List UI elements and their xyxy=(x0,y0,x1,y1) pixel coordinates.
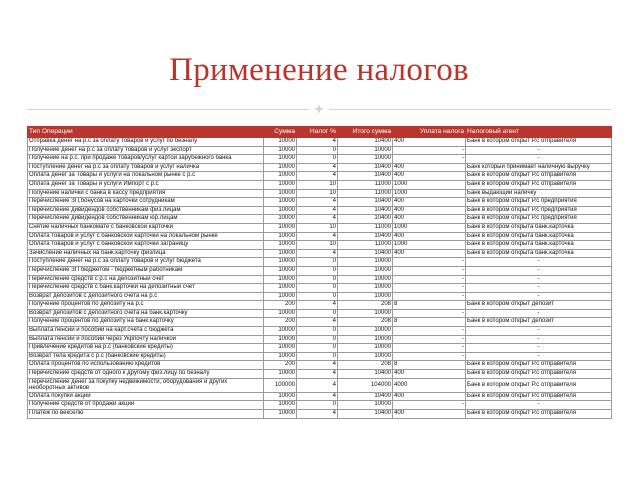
cell-total-amount: 10000 xyxy=(338,309,393,318)
table-row xyxy=(28,352,612,361)
cell-total-amount: 10000 xyxy=(338,292,393,301)
cell-tax-agent: Банк в котором открыта банк.карточка xyxy=(466,249,612,258)
cell-total-amount: 11000 xyxy=(338,241,393,250)
cell-operation-type: Возврат депозитов с депозитного счета на банк.карточку xyxy=(28,309,264,318)
cell-tax-payment: 8 xyxy=(393,361,466,370)
cell-total-amount: 208 xyxy=(338,301,393,310)
table-row xyxy=(28,206,612,215)
cell-total-amount: 104000 xyxy=(338,378,393,392)
cell-operation-type: Возврат депозитов с депозитного счета на р.с xyxy=(28,292,264,301)
cell-tax-percent: 4 xyxy=(297,318,338,327)
cell-tax-payment: - xyxy=(393,352,466,361)
cell-operation-type: Оплата денег за Товары и услуги на локальном рынке с р.с xyxy=(28,172,264,181)
cell-tax-payment: - xyxy=(393,146,466,155)
cell-amount: 10000 xyxy=(264,180,297,189)
cell-tax-payment: 400 xyxy=(393,249,466,258)
cell-tax-percent: 4 xyxy=(297,361,338,370)
cell-tax-agent: - xyxy=(466,309,612,318)
cell-tax-percent: 4 xyxy=(297,249,338,258)
cell-tax-agent: Банк в котором открыт Р.с отправителя xyxy=(466,410,612,419)
table-row xyxy=(28,172,612,181)
table-row xyxy=(28,309,612,318)
cell-amount: 100000 xyxy=(264,378,297,392)
table-row xyxy=(28,138,612,147)
cell-tax-percent: 4 xyxy=(297,232,338,241)
cell-tax-agent: Банк в котором открыт Р.с отправителя xyxy=(466,138,612,147)
cell-tax-percent: 4 xyxy=(297,370,338,379)
cell-tax-agent: Банк в котором открыт депозит xyxy=(466,301,612,310)
cell-tax-agent: Банк в котором открыт Р.с отправителя xyxy=(466,392,612,401)
cell-tax-payment: 400 xyxy=(393,215,466,224)
cell-operation-type: Оплата товаров и услуг с банковской карточки на локальном рынке xyxy=(28,232,264,241)
cell-tax-payment: 400 xyxy=(393,198,466,207)
cell-amount: 10000 xyxy=(264,309,297,318)
cell-tax-percent: 4 xyxy=(297,392,338,401)
cell-tax-percent: 4 xyxy=(297,410,338,419)
cell-tax-payment: 400 xyxy=(393,206,466,215)
cell-tax-agent: Банк в котором открыта банк.карточка xyxy=(466,241,612,250)
cell-tax-payment: 400 xyxy=(393,163,466,172)
cell-amount: 200 xyxy=(264,301,297,310)
cell-operation-type: Выплата пенсий и пособий через Укрпочту наличкой xyxy=(28,335,264,344)
page-title: Применение налогов xyxy=(169,52,469,88)
table-row xyxy=(28,292,612,301)
header-operation-type: Тип Операции xyxy=(28,127,264,138)
cell-total-amount: 10400 xyxy=(338,138,393,147)
cell-operation-type: Получение процентов по депозиту на р.с xyxy=(28,301,264,310)
cell-total-amount: 10000 xyxy=(338,401,393,410)
cell-operation-type: Оплата товаров и услуг с банковской карточки заграницу xyxy=(28,241,264,250)
table-row xyxy=(28,249,612,258)
cell-tax-payment: 400 xyxy=(393,410,466,419)
cell-amount: 10000 xyxy=(264,172,297,181)
cell-tax-payment: - xyxy=(393,327,466,336)
cell-tax-payment: - xyxy=(393,258,466,267)
cell-tax-payment: - xyxy=(393,155,466,164)
cell-tax-payment: - xyxy=(393,335,466,344)
cell-tax-percent: 0 xyxy=(297,327,338,336)
cell-operation-type: Снятие наличных банкомате с банковской карточки xyxy=(28,223,264,232)
cell-operation-type: Перечисление денег за покупку недвижимости, оборудования и других необоротных активов xyxy=(28,378,264,392)
cell-tax-agent: - xyxy=(466,258,612,267)
cell-total-amount: 11000 xyxy=(338,223,393,232)
header-amount: Сумма xyxy=(264,127,297,138)
cell-amount: 10000 xyxy=(264,401,297,410)
cell-total-amount: 11000 xyxy=(338,189,393,198)
table-row xyxy=(28,189,612,198)
cell-total-amount: 10400 xyxy=(338,370,393,379)
table-row xyxy=(28,198,612,207)
cell-operation-type: Перечисление ЗП бюджетом - бюджетным работникам xyxy=(28,266,264,275)
cell-tax-agent: Банк в котором открыт Р.с отправителя xyxy=(466,370,612,379)
cell-tax-payment: - xyxy=(393,344,466,353)
cell-tax-percent: 4 xyxy=(297,215,338,224)
cell-total-amount: 10400 xyxy=(338,172,393,181)
cell-amount: 10000 xyxy=(264,215,297,224)
cell-tax-agent: - xyxy=(466,292,612,301)
cell-total-amount: 10400 xyxy=(338,198,393,207)
cell-operation-type: Получение процентов по депозиту на банк.карточку xyxy=(28,318,264,327)
cell-amount: 10000 xyxy=(264,163,297,172)
cell-amount: 10000 xyxy=(264,410,297,419)
cell-amount: 10000 xyxy=(264,189,297,198)
cell-amount: 10000 xyxy=(264,266,297,275)
table-row xyxy=(28,318,612,327)
table-row xyxy=(28,163,612,172)
cell-tax-agent: Банк в котором открыт Р.с предприятия xyxy=(466,215,612,224)
cell-operation-type: Перечисление дивидендов собственникам юр.лицам xyxy=(28,215,264,224)
table-row xyxy=(28,327,612,336)
cell-tax-agent: - xyxy=(466,327,612,336)
cell-total-amount: 208 xyxy=(338,318,393,327)
cell-total-amount: 10000 xyxy=(338,146,393,155)
cell-operation-type: Получение средств от продажи акций xyxy=(28,401,264,410)
cell-tax-percent: 10 xyxy=(297,223,338,232)
cell-amount: 10000 xyxy=(264,352,297,361)
cell-total-amount: 11000 xyxy=(338,180,393,189)
cell-total-amount: 10400 xyxy=(338,249,393,258)
cell-tax-payment: 400 xyxy=(393,172,466,181)
cell-tax-agent: - xyxy=(466,155,612,164)
cell-amount: 10000 xyxy=(264,258,297,267)
cell-tax-percent: 4 xyxy=(297,172,338,181)
cell-operation-type: Выплата пенсий и пособий на карт.счета с бюджета xyxy=(28,327,264,336)
cell-tax-payment: - xyxy=(393,309,466,318)
cell-total-amount: 10400 xyxy=(338,410,393,419)
table-row xyxy=(28,392,612,401)
cell-total-amount: 10000 xyxy=(338,266,393,275)
cell-tax-payment: 1000 xyxy=(393,180,466,189)
table-row xyxy=(28,401,612,410)
cell-total-amount: 10400 xyxy=(338,206,393,215)
cell-total-amount: 10400 xyxy=(338,392,393,401)
table-row xyxy=(28,241,612,250)
cell-amount: 10000 xyxy=(264,198,297,207)
cell-total-amount: 10000 xyxy=(338,155,393,164)
cell-tax-percent: 0 xyxy=(297,258,338,267)
table-header-row xyxy=(28,127,612,138)
cell-tax-percent: 4 xyxy=(297,378,338,392)
cell-tax-agent: - xyxy=(466,275,612,284)
cell-tax-agent: - xyxy=(466,352,612,361)
cell-amount: 10000 xyxy=(264,284,297,293)
cell-amount: 10000 xyxy=(264,232,297,241)
cell-amount: 10000 xyxy=(264,370,297,379)
cell-total-amount: 10400 xyxy=(338,215,393,224)
cell-operation-type: Отправка денег на р.с за оплату товаров и услуг по безналу xyxy=(28,138,264,147)
cell-operation-type: Платёж по векселю xyxy=(28,410,264,419)
cell-tax-percent: 4 xyxy=(297,301,338,310)
cell-tax-payment: 8 xyxy=(393,301,466,310)
cell-operation-type: Оплата денег за Товары и услуги Импорт с р.с xyxy=(28,180,264,189)
table-row xyxy=(28,378,612,392)
cell-amount: 10000 xyxy=(264,275,297,284)
cell-total-amount: 208 xyxy=(338,361,393,370)
cell-tax-agent: - xyxy=(466,266,612,275)
cell-total-amount: 10000 xyxy=(338,275,393,284)
cell-tax-percent: 0 xyxy=(297,155,338,164)
cell-tax-agent: Банк в котором открыт Р.с отправителя xyxy=(466,172,612,181)
cell-amount: 10000 xyxy=(264,327,297,336)
cell-operation-type: Перечисление средств с р.с на депозитный счет xyxy=(28,275,264,284)
table-row xyxy=(28,370,612,379)
table-row xyxy=(28,146,612,155)
cell-tax-payment: - xyxy=(393,284,466,293)
table-row xyxy=(28,215,612,224)
table-row xyxy=(28,275,612,284)
cell-amount: 10000 xyxy=(264,344,297,353)
tax-table xyxy=(27,126,612,419)
cell-tax-percent: 4 xyxy=(297,198,338,207)
cell-tax-agent: Банк в котором открыт Р.с отправителя xyxy=(466,378,612,392)
title-divider xyxy=(0,104,638,114)
cell-tax-payment: 1000 xyxy=(393,241,466,250)
cell-tax-percent: 0 xyxy=(297,401,338,410)
cell-tax-percent: 4 xyxy=(297,138,338,147)
cell-tax-percent: 0 xyxy=(297,309,338,318)
cell-amount: 10000 xyxy=(264,392,297,401)
cell-tax-percent: 10 xyxy=(297,241,338,250)
cell-tax-agent: Банк в котором открыт Р.с предприятия xyxy=(466,198,612,207)
cell-operation-type: Оплата процентов по использованию кредитов xyxy=(28,361,264,370)
cell-total-amount: 10400 xyxy=(338,163,393,172)
cell-amount: 10000 xyxy=(264,223,297,232)
cell-tax-payment: 4000 xyxy=(393,378,466,392)
cell-tax-percent: 0 xyxy=(297,146,338,155)
cell-amount: 200 xyxy=(264,361,297,370)
cell-operation-type: Оплата покупки акций xyxy=(28,392,264,401)
cell-tax-payment: - xyxy=(393,401,466,410)
cell-tax-payment: 400 xyxy=(393,370,466,379)
cell-tax-agent: - xyxy=(466,344,612,353)
cell-tax-percent: 0 xyxy=(297,275,338,284)
cell-tax-agent: - xyxy=(466,284,612,293)
cell-operation-type: Привлечение кредитов на р.с (банковские кредиты) xyxy=(28,344,264,353)
cell-amount: 10000 xyxy=(264,138,297,147)
table-row xyxy=(28,335,612,344)
cell-amount: 200 xyxy=(264,318,297,327)
table-row xyxy=(28,361,612,370)
cell-tax-percent: 0 xyxy=(297,352,338,361)
cell-amount: 10000 xyxy=(264,146,297,155)
cell-operation-type: Поступление денег на р.с за оплату товаров и услуг бюджета xyxy=(28,258,264,267)
cell-total-amount: 10000 xyxy=(338,258,393,267)
cell-tax-payment: - xyxy=(393,292,466,301)
cell-operation-type: Перечисление средств с банк.карточки на депозитный счет xyxy=(28,284,264,293)
cell-amount: 10000 xyxy=(264,241,297,250)
header-total-amount: Итого сумма xyxy=(338,127,393,138)
table-row xyxy=(28,223,612,232)
cell-total-amount: 10000 xyxy=(338,352,393,361)
table-row xyxy=(28,258,612,267)
cell-tax-agent: Банк в котором открыт Р.с отправителя xyxy=(466,180,612,189)
cell-total-amount: 10400 xyxy=(338,232,393,241)
cell-total-amount: 10000 xyxy=(338,344,393,353)
cell-total-amount: 10000 xyxy=(338,284,393,293)
header-tax-agent: Налоговый агент xyxy=(466,127,612,138)
cell-operation-type: Возврат тела кредита с р.с (банковские кредиты) xyxy=(28,352,264,361)
cell-tax-agent: Банк в котором открыт депозит xyxy=(466,318,612,327)
cell-tax-percent: 4 xyxy=(297,206,338,215)
cell-amount: 10000 xyxy=(264,335,297,344)
cell-tax-agent: Банк в котором открыта банк.карточка xyxy=(466,232,612,241)
cell-tax-agent: Банк в котором открыт Р.с предприятия xyxy=(466,206,612,215)
cell-tax-payment: 1000 xyxy=(393,223,466,232)
diamond-ornament-icon xyxy=(314,104,324,114)
cell-tax-percent: 0 xyxy=(297,284,338,293)
cell-tax-payment: 1000 xyxy=(393,189,466,198)
cell-tax-payment: 400 xyxy=(393,232,466,241)
table-row xyxy=(28,232,612,241)
cell-tax-agent: Банк выдающий наличку xyxy=(466,189,612,198)
table-row xyxy=(28,410,612,419)
cell-tax-percent: 10 xyxy=(297,180,338,189)
header-tax-payment: Уплата налога xyxy=(393,127,466,138)
header-tax-percent: Налог % xyxy=(297,127,338,138)
cell-tax-payment: - xyxy=(393,275,466,284)
cell-amount: 10000 xyxy=(264,249,297,258)
cell-tax-agent: Банк который принимает наличную выручку xyxy=(466,163,612,172)
cell-total-amount: 10000 xyxy=(338,335,393,344)
cell-operation-type: Получение налички с банка в кассу предприятия xyxy=(28,189,264,198)
cell-tax-percent: 0 xyxy=(297,344,338,353)
table-row xyxy=(28,266,612,275)
cell-tax-percent: 0 xyxy=(297,266,338,275)
table-row xyxy=(28,180,612,189)
cell-tax-payment: 400 xyxy=(393,138,466,147)
cell-tax-percent: 10 xyxy=(297,189,338,198)
cell-operation-type: Перечисление дивидендов собственникам физ.лицам xyxy=(28,206,264,215)
cell-operation-type: Получение на р.с. при продаже товаров/услуг картой зарубежного банка xyxy=(28,155,264,164)
cell-tax-payment: - xyxy=(393,266,466,275)
cell-operation-type: Получение денег на р.с за оплату товаров и услуг экспорт xyxy=(28,146,264,155)
cell-operation-type: Поступление денег на р.с за оплату товаров и услуг наличка xyxy=(28,163,264,172)
cell-tax-agent: Банк в котором открыта банк.карточка xyxy=(466,223,612,232)
table-row xyxy=(28,284,612,293)
cell-tax-payment: 400 xyxy=(393,392,466,401)
cell-tax-agent: - xyxy=(466,146,612,155)
table-row xyxy=(28,155,612,164)
cell-amount: 10000 xyxy=(264,206,297,215)
cell-tax-agent: - xyxy=(466,401,612,410)
cell-operation-type: Перечисление средств от одного к другому физ.лицу по безналу xyxy=(28,370,264,379)
cell-operation-type: Перечисление ЗП,бонусов на карточки сотрудникам xyxy=(28,198,264,207)
cell-tax-agent: Банк в котором открыт Р.с отправителя xyxy=(466,361,612,370)
cell-tax-agent: - xyxy=(466,335,612,344)
cell-tax-percent: 4 xyxy=(297,163,338,172)
cell-tax-percent: 0 xyxy=(297,335,338,344)
table-row xyxy=(28,344,612,353)
cell-amount: 10000 xyxy=(264,292,297,301)
cell-amount: 10000 xyxy=(264,155,297,164)
cell-operation-type: Зачисление наличных на банк.карточку физлица xyxy=(28,249,264,258)
table-body xyxy=(28,138,612,419)
cell-total-amount: 10000 xyxy=(338,327,393,336)
cell-tax-percent: 0 xyxy=(297,292,338,301)
cell-tax-payment: 8 xyxy=(393,318,466,327)
table-row xyxy=(28,301,612,310)
